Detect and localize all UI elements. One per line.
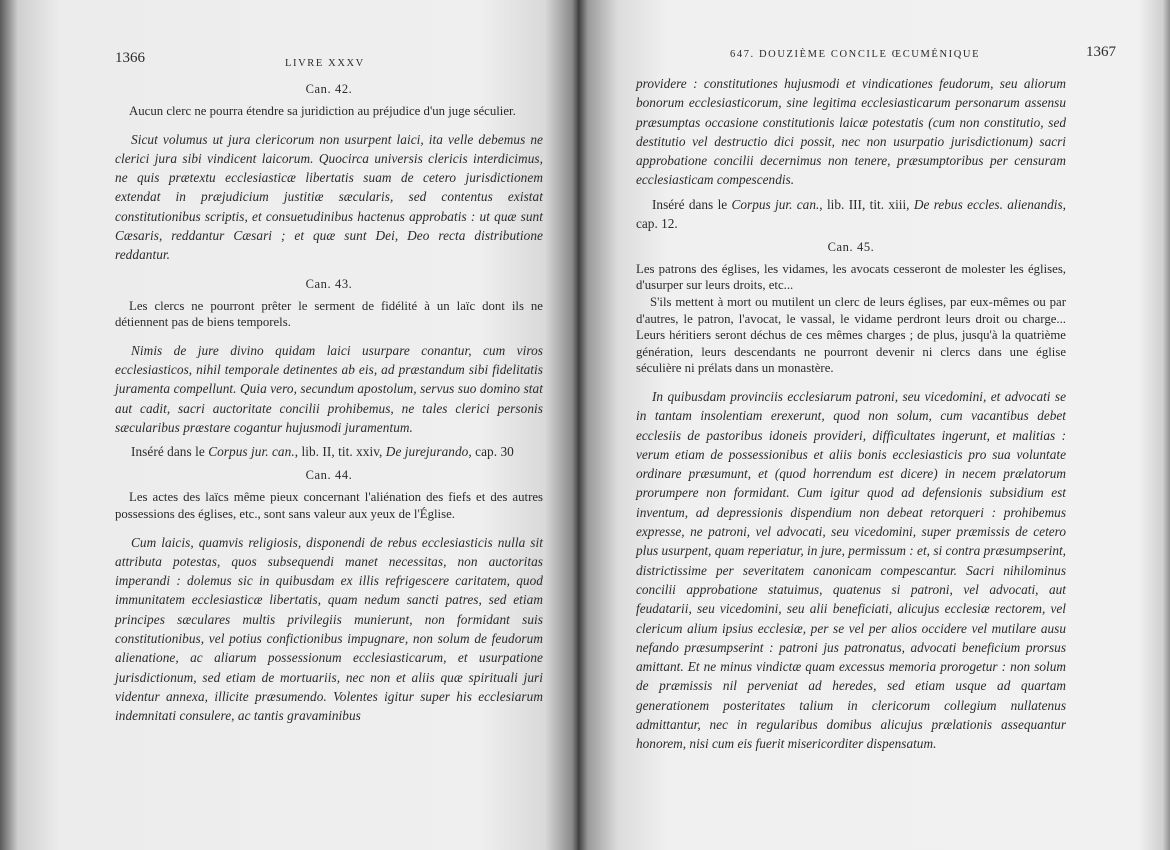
canon-45-latin: In quibusdam provinciis ecclesiarum patroni, seu vicedomini, et advocati se in tantam insolentiam erexerunt, quod non solum, cum vacantibus debet ecclesiis de pastoribus idoneis provideri, difficultates ingerunt, et malitias : verum etiam de possessionibus et aliis bonis ecclesiasticis pro sua voluntate ordinare præsumunt, et (quod horrendum est dicere) in necem prælatorum prorumpere non formidant. Cum igitur quod ad defensionis subsidium est inventum, ad depressionis dispendium non debeat retorqueri : prohibemus expresse, ne patroni, vel advocati, seu vicedomini, super præmissis de cetero plus usurpent, quam reperiatur, in jure, permissum : et, si contra præsumpserint, districtissime per severitatem canonicam compescantur. Sacri nihilominus concilii approbatione statuimus, quatenus si patroni, vel advocati, aut feudatarii, seu vicedomini, seu alii beneficiati, alicujus ecclesiæ rectorem, vel clericum alium ipsius ecclesiæ, per se vel per alios occidere vel mutilare ausu nefando præsumpserint : patroni jus patronatus, advocati beneficium prorsus amittant. Et ne minus vindictæ quam excessus memoria prorogetur : non solum de præmissis nil perveniat ad heredes, sed etiam usque ad quartam generationem posteritates talium in clericorum collegium nullatenus admittantur, nec in regularibus domibus alicujus prælationis assequantur honorem, nisi cum eis fuerit misericorditer dispensatum. bbox=[636, 388, 1066, 752]
right-page-content bbox=[636, 44, 1116, 754]
canon-42-summary: Aucun clerc ne pourra étendre sa juridiction au préjudice d'un juge séculier. bbox=[129, 104, 516, 118]
canon-43-latin: Nimis de jure divino quidam laici usurpare conantur, cum viros ecclesiasticos, nihil temporale detinentes ab eis, ad præstandum sibi fidelitatis juramenta compellunt. Quia vero, secundum apostolum, servus suo domino stat aut cadit, sacri auctoritate concilii prohibemus, ne tales clerici personis sæcularibus præstare cogantur hujusmodi juramentum. bbox=[115, 342, 543, 436]
left-running-title: LIVRE XXXV bbox=[285, 58, 365, 69]
canon-43-reference: Inséré dans le Corpus jur. can., lib. II, tit. xxiv, De jurejurando, cap. 30 bbox=[131, 444, 514, 460]
left-page-content bbox=[115, 50, 543, 726]
canon-45-heading: Can. 45. bbox=[827, 239, 875, 254]
canon-44-heading: Can. 44. bbox=[305, 468, 353, 483]
canon-45-summary-1: Les patrons des églises, les vidames, les avocats cesseront de molester les églises, d'usurper sur leurs droits, etc... bbox=[636, 261, 1066, 293]
canon-42-heading: Can. 42. bbox=[305, 82, 353, 96]
canon-44-latin-continued: providere : constitutiones hujusmodi et vindicationes feudorum, seu aliorum bonorum ecclesiasticorum, sine legitima ecclesiasticarum personarum assensu præsumptas occasione constitutionis laicæ potestatis (cum non constitutio, sed destitutio vel destructio dici possit, nec non usurpatio jurisdictionum) sacri approbatione concilii decernimus non tenere, præsumptoribus per censuram ecclesiasticam compescendis. bbox=[636, 76, 1066, 188]
right-running-title: 647. DOUZIÈME CONCILE ŒCUMÉNIQUE bbox=[730, 49, 981, 60]
canon-44-reference: Inséré dans le Corpus jur. can., lib. III, tit. xiii, De rebus eccles. alienandis, cap. 12. bbox=[636, 196, 1066, 231]
left-page bbox=[0, 0, 578, 850]
canon-44-latin: Cum laicis, quamvis religiosis, disponendi de rebus ecclesiasticis nulla sit attributa potestas, quos subsequendi manet necessitas, non auctoritas imperandi : dolemus sic in quibusdam ex illis refrigescere caritatem, quod immunitatem ecclesiasticæ libertatis, quam nedum sancti patres, sed etiam principes sæculares multis privilegiis munierunt, non formidant suis constitutionibus, vel potius confictionibus impugnare, non solum de feudorum alienatione, ac aliarum possessionum ecclesiasticarum, et usurpatione jurisdictionum, sed etiam de mortuariis, nec non et aliis quæ spirituali juri videntur annexa, illicite præsumendo. Volentes igitur super his ecclesiarum indemnitati consulere, ac tantis gravaminibus bbox=[115, 534, 543, 724]
right-running-head bbox=[636, 44, 1116, 74]
canon-45-summary-2: S'ils mettent à mort ou mutilent un clerc de leurs églises, par eux-mêmes ou par d'autres, le patron, l'avocat, le vassal, le vidame perdront leurs droit ou charge... Leurs héritiers seront déchus de ces mêmes charges ; de plus, jusqu'à la quatrième génération, leurs descendants ne pourront devenir ni clercs dans une église séculière ni prélats dans un monastère. bbox=[636, 294, 1066, 376]
right-page-number: 1367 bbox=[1086, 44, 1116, 60]
left-page-number: 1366 bbox=[115, 50, 145, 66]
canon-42-latin: Sicut volumus ut jura clericorum non usurpent laici, ita velle debemus ne clerici jura sibi vindicent laicorum. Quocirca universis clericis interdicimus, ne quis prætextu ecclesiasticæ libertatis suam de cetero jurisdictionem extendat in præjudicium justitiæ sæcularis, sed contentus existat constitutionibus scriptis, et consuetudinibus hactenus approbatis : ut quæ sunt Cæsaris, reddantur Cæsari ; et quæ sunt Dei, Deo recta distributione reddantur. bbox=[115, 131, 543, 263]
canon-44-summary: Les actes des laïcs même pieux concernant l'aliénation des fiefs et des autres possessions des églises, etc., sont sans valeur aux yeux de l'Église. bbox=[115, 490, 543, 521]
canon-43-heading: Can. 43. bbox=[305, 276, 353, 291]
left-running-head bbox=[115, 50, 543, 80]
canon-43-summary: Les clercs ne pourront prêter le serment de fidélité à un laïc dont ils ne détiennent pas de biens temporels. bbox=[115, 298, 543, 330]
right-page bbox=[578, 0, 1170, 850]
